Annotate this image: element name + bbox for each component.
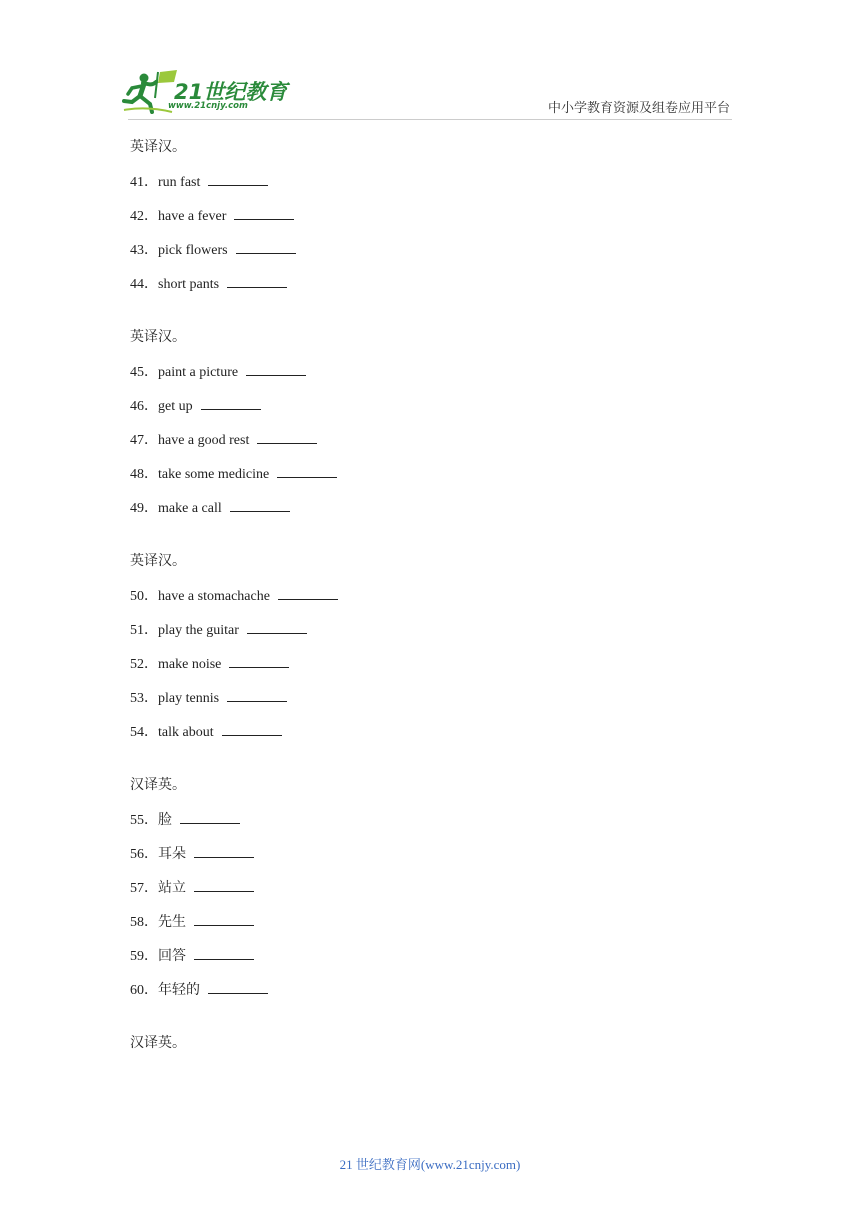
answer-blank[interactable] xyxy=(194,843,254,858)
answer-blank[interactable] xyxy=(277,463,337,478)
item-text: take some medicine xyxy=(158,467,270,482)
answer-blank[interactable] xyxy=(227,687,287,702)
exercise-item xyxy=(130,979,730,1001)
item-number: 51． xyxy=(130,623,158,638)
item-text: 年轻的 xyxy=(158,983,200,998)
answer-blank[interactable] xyxy=(247,619,307,634)
exercise-section xyxy=(130,327,730,519)
exercise-item xyxy=(130,463,730,485)
exercise-item xyxy=(130,497,730,519)
exercise-item xyxy=(130,721,730,743)
item-number: 60． xyxy=(130,983,158,998)
exercise-section xyxy=(130,775,730,1001)
item-number: 50． xyxy=(130,589,158,604)
answer-blank[interactable] xyxy=(194,945,254,960)
item-text: make noise xyxy=(158,657,222,672)
item-number: 41． xyxy=(130,175,158,190)
section-title: 汉译英。 xyxy=(130,778,186,793)
item-number: 44． xyxy=(130,277,158,292)
item-text: have a stomachache xyxy=(158,589,270,604)
exercise-item xyxy=(130,429,730,451)
exercise-item xyxy=(130,205,730,227)
item-number: 47． xyxy=(130,433,158,448)
answer-blank[interactable] xyxy=(180,809,240,824)
item-number: 49． xyxy=(130,501,158,516)
answer-blank[interactable] xyxy=(222,721,282,736)
answer-blank[interactable] xyxy=(194,877,254,892)
exercise-item xyxy=(130,585,730,607)
item-text: pick flowers xyxy=(158,243,228,258)
item-text: 回答 xyxy=(158,949,186,964)
site-logo xyxy=(122,68,292,116)
exercise-item xyxy=(130,877,730,899)
page-header xyxy=(0,0,860,125)
section-title: 英译汉。 xyxy=(130,554,186,569)
item-number: 48． xyxy=(130,467,158,482)
answer-blank[interactable] xyxy=(227,273,287,288)
logo-url: www.21cnjy.com xyxy=(168,101,248,111)
item-number: 56． xyxy=(130,847,158,862)
item-text: short pants xyxy=(158,277,220,292)
exercise-item xyxy=(130,945,730,967)
answer-blank[interactable] xyxy=(208,979,268,994)
section-title: 英译汉。 xyxy=(130,330,186,345)
item-text: 耳朵 xyxy=(158,847,186,862)
section-title: 汉译英。 xyxy=(130,1036,186,1051)
item-text: have a fever xyxy=(158,209,227,224)
item-text: have a good rest xyxy=(158,433,250,448)
item-number: 59． xyxy=(130,949,158,964)
header-divider xyxy=(128,119,732,120)
item-number: 53． xyxy=(130,691,158,706)
answer-blank[interactable] xyxy=(236,239,296,254)
item-text: talk about xyxy=(158,725,214,740)
answer-blank[interactable] xyxy=(257,429,317,444)
item-number: 52． xyxy=(130,657,158,672)
item-number: 54． xyxy=(130,725,158,740)
exercise-item xyxy=(130,273,730,295)
answer-blank[interactable] xyxy=(278,585,338,600)
item-number: 45． xyxy=(130,365,158,380)
item-number: 46． xyxy=(130,399,158,414)
item-text: 站立 xyxy=(158,881,186,896)
exercise-section xyxy=(130,551,730,743)
item-number: 42． xyxy=(130,209,158,224)
item-number: 55． xyxy=(130,813,158,828)
exercise-section xyxy=(130,1033,730,1055)
exercise-item xyxy=(130,395,730,417)
exercise-item xyxy=(130,687,730,709)
item-text: get up xyxy=(158,399,193,414)
exercise-item xyxy=(130,843,730,865)
page-footer: 21 世纪教育网(www.21cnjy.com) xyxy=(339,1157,521,1172)
exercise-content xyxy=(130,137,730,1087)
exercise-item xyxy=(130,619,730,641)
item-text: 脸 xyxy=(158,813,172,828)
item-number: 43． xyxy=(130,243,158,258)
item-text: play the guitar xyxy=(158,623,239,638)
item-text: run fast xyxy=(158,175,201,190)
answer-blank[interactable] xyxy=(194,911,254,926)
exercise-item xyxy=(130,361,730,383)
answer-blank[interactable] xyxy=(208,171,268,186)
section-title: 英译汉。 xyxy=(130,140,186,155)
item-text: make a call xyxy=(158,501,222,516)
logo-title: 21世纪教育 xyxy=(174,80,288,104)
exercise-section xyxy=(130,137,730,295)
answer-blank[interactable] xyxy=(234,205,294,220)
item-number: 58． xyxy=(130,915,158,930)
item-text: 先生 xyxy=(158,915,186,930)
item-text: play tennis xyxy=(158,691,220,706)
answer-blank[interactable] xyxy=(246,361,306,376)
exercise-item xyxy=(130,239,730,261)
item-number: 57． xyxy=(130,881,158,896)
exercise-item xyxy=(130,809,730,831)
header-slogan: 中小学教育资源及组卷应用平台 xyxy=(547,100,730,115)
exercise-item xyxy=(130,911,730,933)
exercise-item xyxy=(130,653,730,675)
item-text: paint a picture xyxy=(158,365,239,380)
answer-blank[interactable] xyxy=(229,653,289,668)
answer-blank[interactable] xyxy=(230,497,290,512)
answer-blank[interactable] xyxy=(201,395,261,410)
exercise-item xyxy=(130,171,730,193)
